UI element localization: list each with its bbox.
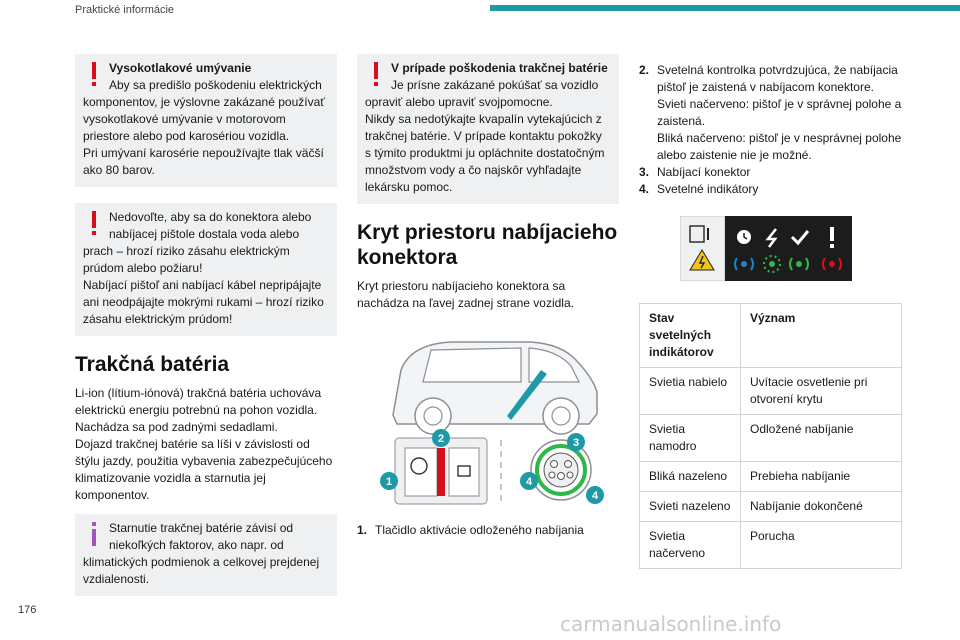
warning-icon [89, 211, 99, 237]
list-number: 2. [639, 63, 650, 77]
info-text: Starnutie trakčnej batérie závisí od niekoľkých faktorov, ako napr. od klimatických podmienok a celkovej prejdenej vzdialenosti. [83, 521, 320, 586]
list-number: 3. [639, 165, 650, 179]
warning-box-water [75, 203, 337, 336]
table-cell: Porucha [741, 522, 902, 569]
table-cell: Prebieha nabíjanie [741, 462, 902, 492]
table-row [640, 368, 902, 415]
page-number: 176 [18, 604, 37, 616]
list-item [639, 164, 904, 181]
info-box-battery-aging [75, 514, 337, 596]
table-row [640, 522, 902, 569]
paragraph: Kryt priestoru nabíjacieho konektora sa nachádza na ľavej zadnej strane vozidla. [357, 279, 574, 310]
warning-text: Aby sa predišlo poškodeniu elektrických komponentov, je výslovne zakázané používať vysokotlakové umývanie v motorovom priestore alebo pod karosériou vozidla. [83, 78, 325, 143]
indicator-panel [680, 216, 852, 281]
list-text: Svetelné indikátory [657, 182, 759, 196]
header-accent-bar [490, 5, 960, 11]
numbered-list [357, 522, 619, 539]
figure-label: 4 [525, 476, 533, 488]
list-text-3: Bliká načerveno: pištoľ je v nesprávnej polohe alebo zaistenie nie je možné. [657, 131, 902, 162]
table-row [640, 492, 902, 522]
list-text: Svetelná kontrolka potvrdzujúca, že nabíjacia pištoľ je zaistená v nabíjacom konektore. [657, 63, 898, 94]
column-1 [75, 54, 337, 612]
running-header: Praktické informácie [75, 4, 175, 16]
table-cell: Bliká nazeleno [640, 462, 741, 492]
warning-text: Je prísne zakázané pokúšať sa vozidlo opraviť alebo upraviť svojpomocne. [365, 78, 599, 109]
list-item [639, 181, 904, 198]
table-row [640, 415, 902, 462]
info-icon [89, 522, 99, 548]
figure-label: 2 [437, 433, 445, 445]
car-rear-illustration [371, 330, 611, 510]
warning-text-2: Pri umývaní karosérie nepoužívajte tlak väčší ako 80 barov. [83, 146, 324, 177]
exclamation-icon [830, 227, 834, 241]
list-item [357, 522, 619, 539]
warning-icon [371, 62, 381, 88]
paragraph: Dojazd trakčnej batérie sa líši v závislosti od štýlu jazdy, použitia vybavenia zabezpečujúceho klimatizovanie vozidla a starnutia jej komponentov. [75, 437, 333, 502]
watermark: carmanualsonline.info [560, 612, 782, 636]
column-2 [357, 54, 619, 539]
table-cell: Svietia načerveno [640, 522, 741, 569]
list-item [639, 62, 904, 164]
table-cell: Svieti nazeleno [640, 492, 741, 522]
list-number: 1. [357, 523, 368, 537]
indicator-status-table [639, 303, 902, 569]
warning-text-2: Nabíjací pištoľ ani nabíjací kábel nepripájajte ani neodpájajte mokrými rukami – hrozí riziko zásahu elektrickým prúdom! [83, 278, 324, 326]
list-text: Nabíjací konektor [657, 165, 751, 179]
warning-title: V prípade poškodenia trakčnej batérie [391, 61, 608, 75]
table-header-cell: Stav svetelných indikátorov [640, 304, 741, 368]
indicator-lights-figure [680, 216, 852, 281]
section-heading-charging-flap: Kryt priestoru nabíjacieho konektora [357, 221, 618, 269]
table-cell: Nabíjanie dokončené [741, 492, 902, 522]
warning-text-2: Nikdy sa nedotýkajte kvapalín vytekajúcich z trakčnej batérie. V prípade kontaktu pokožky s týmito produktmi ju opláchnite dostatočným množstvom vody a čo najskôr vyhľadajte lekársku pomoc. [365, 112, 605, 194]
table-header-row [640, 304, 902, 368]
warning-box-high-pressure [75, 54, 337, 187]
paragraph: Li-ion (lítium-iónová) trakčná batéria uchováva elektrickú energiu potrebnú na pohon vozidla. [75, 386, 322, 417]
figure-label: 3 [572, 437, 580, 449]
table-cell: Uvítacie osvetlenie pri otvorení krytu [741, 368, 902, 415]
paragraph: Nachádza sa pod zadnými sedadlami. [75, 420, 278, 434]
table-header-cell: Význam [741, 304, 902, 368]
warning-box-battery-damage [357, 54, 619, 204]
numbered-list [639, 62, 904, 198]
section-heading-traction-battery: Trakčná batéria [75, 353, 230, 376]
figure-label: 4 [591, 490, 599, 502]
table-cell: Svietia namodro [640, 415, 741, 462]
table-cell: Svietia nabielo [640, 368, 741, 415]
list-number: 4. [639, 182, 650, 196]
figure-label: 1 [385, 476, 393, 488]
warning-icon [89, 62, 99, 88]
charging-flap-illustration [371, 330, 611, 510]
warning-title: Vysokotlakové umývanie [109, 61, 252, 75]
table-row [640, 462, 902, 492]
list-text: Tlačidlo aktivácie odloženého nabíjania [375, 523, 584, 537]
column-3 [639, 62, 904, 569]
warning-text: Nedovoľte, aby sa do konektora alebo nabíjacej pištole dostala voda alebo prach – hrozí riziko zásahu elektrickým prúdom alebo požiaru! [83, 210, 312, 275]
table-cell: Odložené nabíjanie [741, 415, 902, 462]
list-text-2: Svieti načerveno: pištoľ je v správnej polohe a zaistená. [657, 97, 902, 128]
